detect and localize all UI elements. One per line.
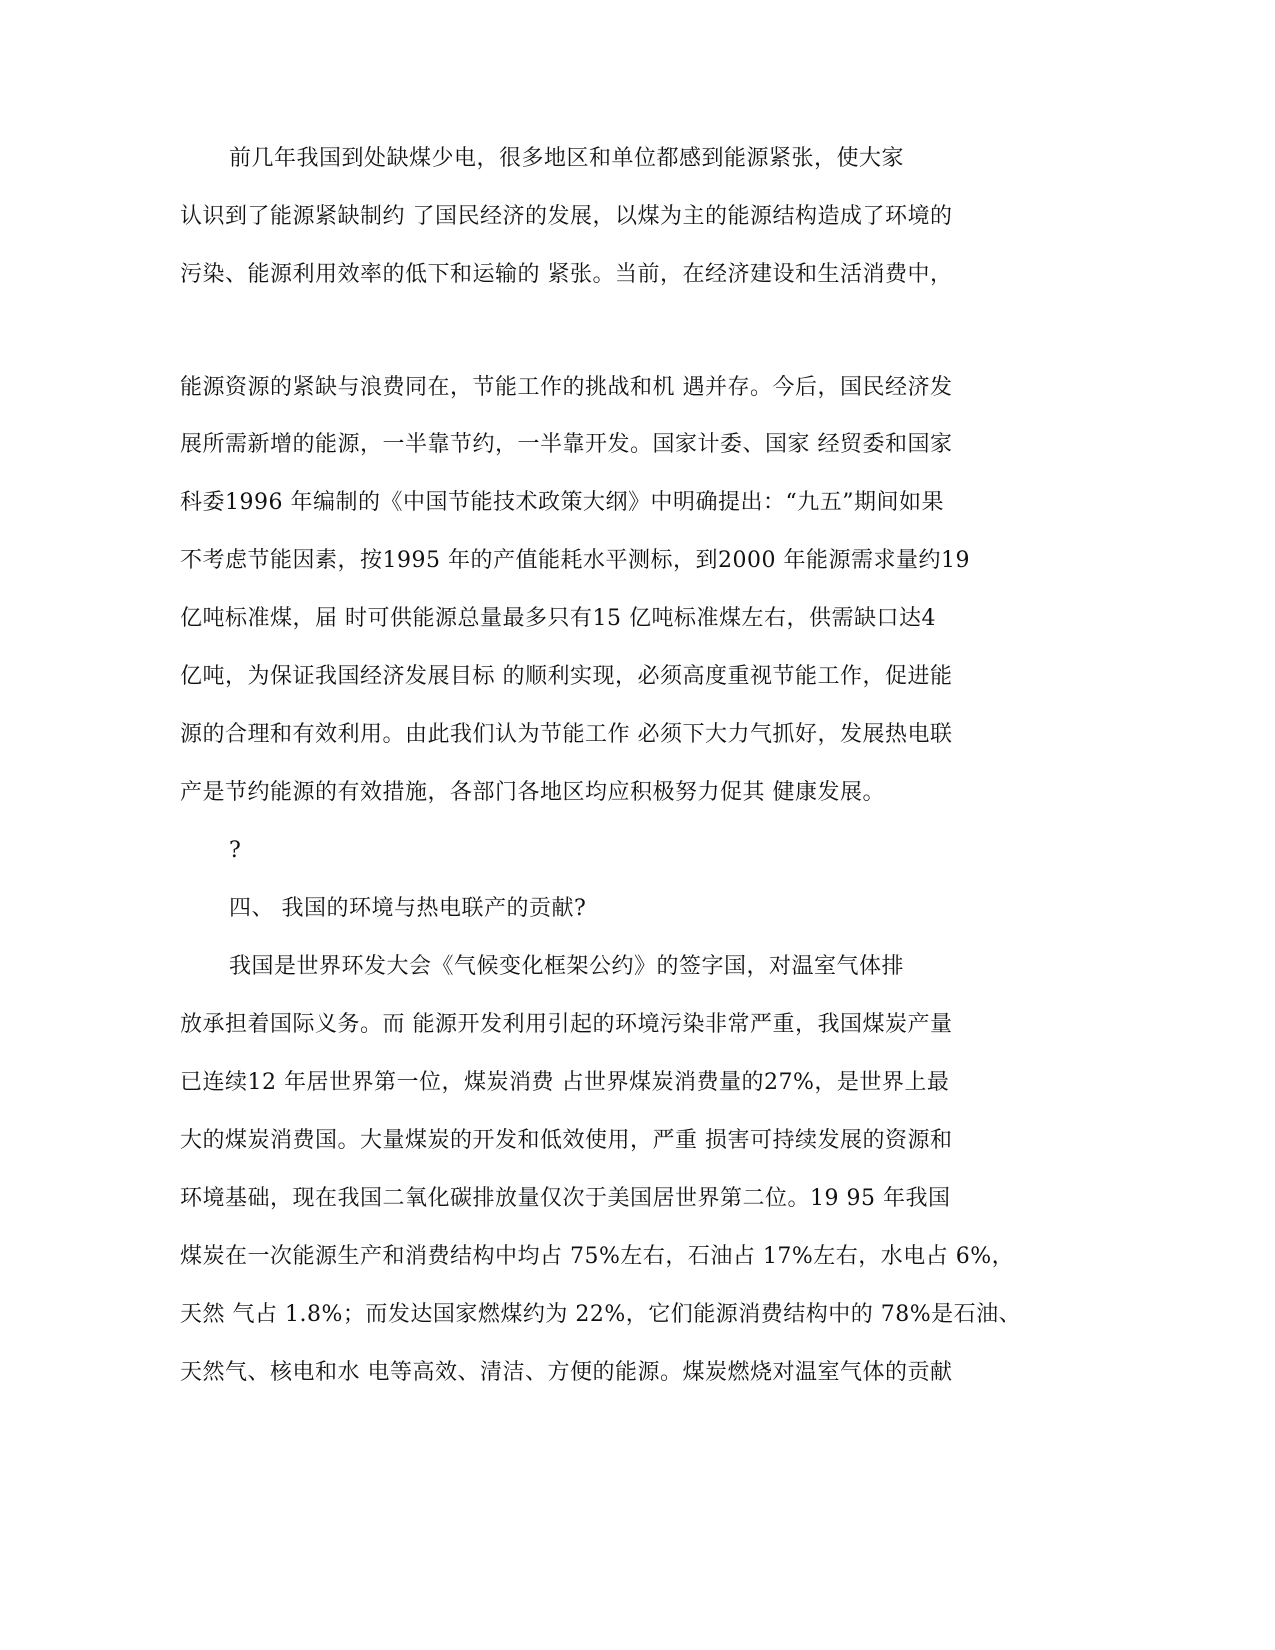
paragraph-line: 我国是世界环发大会《气候变化框架公约》的签字国，对温室气体排	[229, 954, 905, 979]
paragraph-line: 天然 气占 1.8%；而发达国家燃煤约为 22%，它们能源消费结构中的 78%是石油、	[180, 1302, 1022, 1327]
paragraph-line: 放承担着国际义务。而 能源开发利用引起的环境污染非常严重，我国煤炭产量	[180, 1012, 953, 1037]
paragraph-line: 天然气、核电和水 电等高效、清洁、方便的能源。煤炭燃烧对温室气体的贡献	[180, 1360, 953, 1385]
paragraph-line: 前几年我国到处缺煤少电，很多地区和单位都感到能源紧张，使大家	[229, 146, 905, 171]
paragraph-line: 不考虑节能因素，按1995 年的产值能耗水平测标，到2000 年能源需求量约19	[180, 548, 970, 573]
question-mark-line: ?	[229, 838, 242, 863]
paragraph-line: 认识到了能源紧缺制约 了国民经济的发展，以煤为主的能源结构造成了环境的	[180, 204, 953, 229]
paragraph-line: 污染、能源利用效率的低下和运输的 紧张。当前，在经济建设和生活消费中，	[180, 262, 953, 287]
paragraph-line: 能源资源的紧缺与浪费同在，节能工作的挑战和机 遇并存。今后，国民经济发	[180, 375, 953, 400]
paragraph-line: 源的合理和有效利用。由此我们认为节能工作 必须下大力气抓好，发展热电联	[180, 722, 953, 747]
paragraph-line: 大的煤炭消费国。大量煤炭的开发和低效使用，严重 损害可持续发展的资源和	[180, 1128, 953, 1153]
section-heading: 四、 我国的环境与热电联产的贡献?	[229, 896, 587, 921]
paragraph-line: 环境基础，现在我国二氧化碳排放量仅次于美国居世界第二位。19 95 年我国	[180, 1186, 951, 1211]
paragraph-line: 展所需新增的能源，一半靠节约，一半靠开发。国家计委、国家 经贸委和国家	[180, 432, 953, 457]
paragraph-line: 科委1996 年编制的《中国节能技术政策大纲》中明确提出：“九五”期间如果	[180, 490, 944, 515]
paragraph-line: 已连续12 年居世界第一位，煤炭消费 占世界煤炭消费量的27%，是世界上最	[180, 1070, 950, 1095]
paragraph-line: 亿吨，为保证我国经济发展目标 的顺利实现，必须高度重视节能工作，促进能	[180, 664, 953, 689]
paragraph-line: 亿吨标准煤，届 时可供能源总量最多只有15 亿吨标准煤左右，供需缺口达4	[180, 606, 936, 631]
paragraph-line: 产是节约能源的有效措施，各部门各地区均应积极努力促其 健康发展。	[180, 780, 885, 805]
paragraph-line: 煤炭在一次能源生产和消费结构中均占 75%左右，石油占 17%左右，水电占 6%，	[180, 1244, 1015, 1269]
